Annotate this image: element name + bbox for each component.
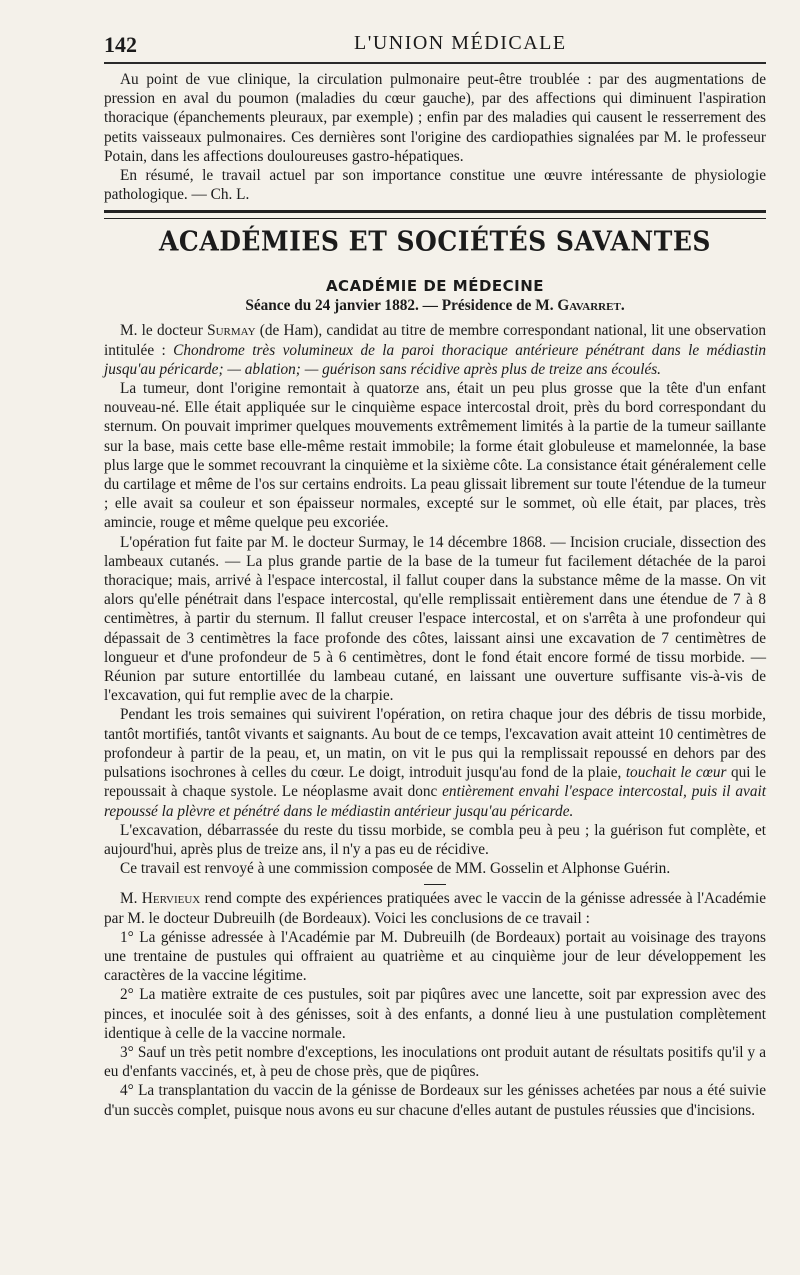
- conclusion-2: 2° La matière extraite de ces pustules, soit par piqûres avec une lancette, soit par expression avec des pinces, et inoculée soit à des génisses, soit à des enfants, a donné lieu à une pustulation complètement identique à celle de la vaccine normale.: [104, 986, 766, 1042]
- session-suffix: .: [620, 297, 625, 315]
- section-divider: [104, 210, 766, 219]
- page-number: 142: [104, 32, 137, 57]
- author-name: Surmay: [207, 322, 256, 340]
- text-run: M. le docteur: [120, 322, 208, 340]
- short-divider: [424, 884, 446, 885]
- surmay-paragraph-1: [104, 321, 766, 379]
- conclusion-4: 4° La transplantation du vaccin de la génisse de Bordeaux sur les génisses achetées par nous a été suivie d'un succès complet, puisque nous avons eu sur chacune d'elles autant de pustules réussies que d'incisions.: [104, 1082, 766, 1119]
- emphasis: touchait le cœur: [625, 764, 727, 782]
- session-line: [104, 297, 766, 315]
- text-run: qui le repoussait à chaque systole. Le néoplasme avait donc: [104, 764, 766, 801]
- author-name: Hervieux: [141, 890, 201, 908]
- running-head: [104, 28, 766, 62]
- conclusion-3: 3° Sauf un très petit nombre d'exceptions, les inoculations ont produit autant de résultats positifs qu'il y a eu d'enfants vaccinés, et, à peu de chose près, que de piqûres.: [104, 1043, 766, 1081]
- president-name: Gavarret: [557, 297, 621, 315]
- intro-paragraph-2: En résumé, le travail actuel par son importance constitue une œuvre intéressante de physiologie pathologique. — Ch. L.: [104, 167, 766, 204]
- text-run: M.: [120, 890, 142, 908]
- surmay-paragraph-6: Ce travail est renvoyé à une commission composée de MM. Gosselin et Alphonse Guérin.: [120, 860, 671, 878]
- text-run: (de Ham), candidat au titre de membre correspondant national, lit une observation intitulée :: [104, 322, 766, 359]
- surmay-paragraph-5: L'excavation, débarrassée du reste du tissu morbide, se combla peu à peu ; la guérison fut complète, et aujourd'hui, après plus de treize ans, il n'y a pas eu de récidive.: [104, 821, 766, 858]
- header-rule: [104, 62, 766, 64]
- emphasis: entièrement envahi l'espace intercostal, puis il avait repoussé la plèvre et pénétré dans le médiastin antérieur jusqu'au péricarde.: [104, 783, 766, 820]
- journal-title: L'UNION MÉDICALE: [354, 32, 567, 54]
- surmay-paragraph-2: La tumeur, dont l'origine remontait à quatorze ans, était un peu plus grosse que la tête d'un enfant nouveau-né. Elle était appliquée sur le cinquième espace intercostal droit, près du bord correspondant du sternum. On pouvait imprimer quelques mouvements extrêmement limités à la partie de la tumeur saillante sur la base, mais cette base elle-même restait immobile; la forme était globuleuse et mamelonnée, la base plus large que le sommet recouvrant la cinquième et la sixième côte. La consistance était généralement celle du cartilage et même de l'os sur certains endroits. La peau glissait librement sur toute l'étendue de la tumeur ; elle avait sa couleur et son épaisseur normales, excepté sur le sommet, où elle était, par places, très amincie, rouge et même quelque peu excoriée.: [104, 380, 766, 532]
- section-title: ACADÉMIES ET SOCIÉTÉS SAVANTES: [159, 226, 711, 258]
- observation-title: Chondrome très volumineux de la paroi thoracique antérieure pénétrant dans le médiastin jusqu'au péricarde; — ablation; — guérison sans récidive après plus de treize ans écoulés.: [104, 341, 767, 378]
- academy-title: ACADÉMIE DE MÉDECINE: [325, 277, 545, 296]
- surmay-paragraph-3: L'opération fut faite par M. le docteur Surmay, le 14 décembre 1868. — Incision cruciale, dissection des lambeaux cutanés. — La plus grande partie de la base de la tumeur fut facilement détachée de la paroi thoracique; mais, arrivé à l'espace intercostal, il fallut couper dans la substance même de la masse. On vit alors qu'elle pénétrait dans l'espace intercostal, qu'elle remplissait entièrement dans une étendue de 7 à 8 centimètres, à partir du sternum. Il fallut creuser l'espace intercostal, et on s'arrêta à une profondeur qui dépassait de 3 centimètres la face profonde des côtes, laissant ainsi une excavation de 7 centimètres de longueur et d'une profondeur de 5 à 6 centimètres, dont le fond était encore formé de tissu morbide. — Réunion par suture entortillée du lambeau cutané, en laissant une ouverture suffisante vis-à-vis de l'excavation, qui fut remplie avec de la charpie.: [104, 533, 766, 705]
- text-run: Pendant les trois semaines qui suivirent l'opération, on retira chaque jour des débris de tissu morbide, tantôt mortifiés, tantôt vivants et saignants. Au bout de ce temps, l'excavation avait atteint 10 centimètres de profondeur à partir de la peau, et, un matin, on vit le pus qui la remplissait repoussé en dehors par des pulsations isochrones à celles du cœur. Le doigt, introduit jusqu'au fond de la plaie,: [104, 706, 766, 782]
- intro-paragraph-1: Au point de vue clinique, la circulation pulmonaire peut-être troublée : par des augmentations de pression en aval du poumon (maladies du cœur gauche), par des affections qui diminuent l'aspiration thoracique (épanchements pleuraux, par exemple) ; enfin par des maladies qui causent le resserrement des petits vaisseaux pulmonaires. Ces dernières sont l'origine des cardiopathies signalées par M. le professeur Potain, dans les affections douloureuses gastro-hépatiques.: [104, 71, 766, 165]
- surmay-paragraph-4: [104, 705, 766, 820]
- text-run: rend compte des expériences pratiquées avec le vaccin de la génisse adressée à l'Académie par M. le docteur Dubreuilh (de Bordeaux). Voici les conclusions de ce travail :: [104, 890, 766, 927]
- session-prefix: Séance du 24 janvier 1882. — Présidence de M.: [245, 297, 558, 315]
- conclusion-1: 1° La génisse adressée à l'Académie par M. Dubreuilh (de Bordeaux) portait au voisinage des trayons une trentaine de pustules qui offraient au quatrième et au cinquième jour de leur développement les caractères de la vaccine légitime.: [104, 928, 766, 985]
- hervieux-paragraph-1: [104, 889, 766, 927]
